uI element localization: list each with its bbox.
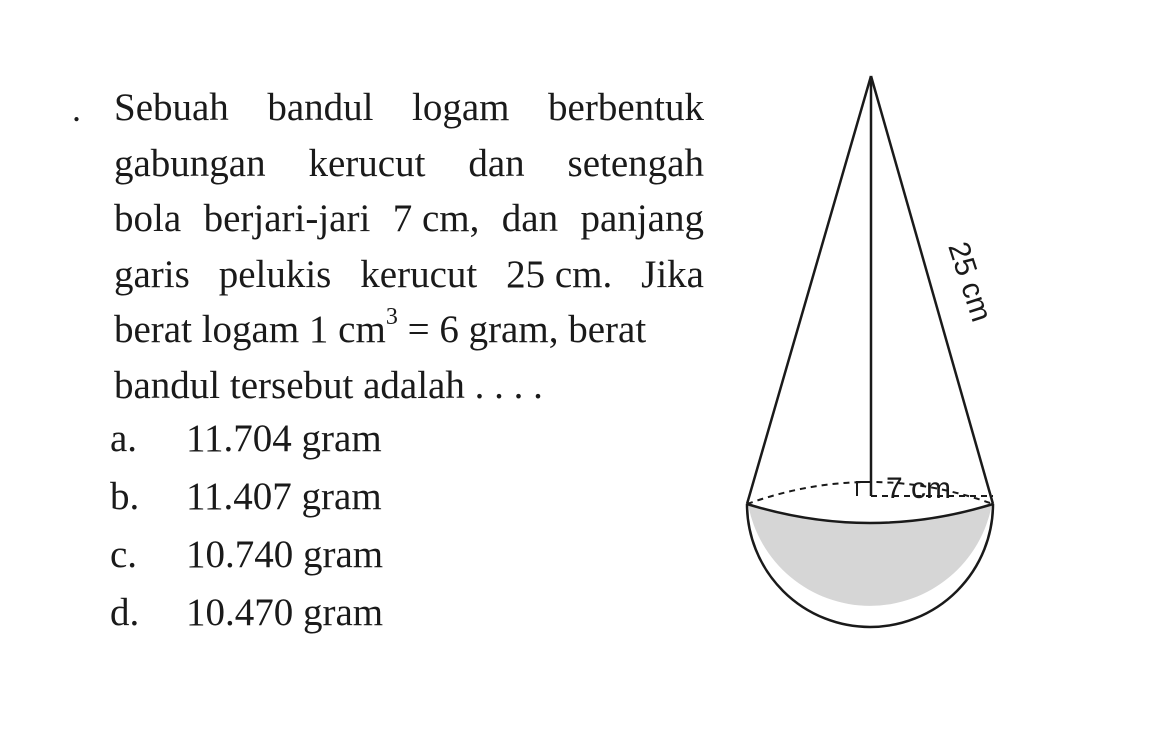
word: 7 cm, (392, 197, 480, 240)
option-letter: c. (110, 533, 138, 576)
cone-slant-left (747, 76, 871, 504)
option-text: 10.740 gram (186, 533, 384, 576)
superscript-exponent: 3 (385, 304, 398, 330)
cone-hemisphere-diagram (730, 60, 1030, 650)
question-bullet: . (72, 89, 81, 129)
line-text (114, 302, 646, 358)
answer-options (110, 410, 383, 642)
right-angle-marker (857, 482, 871, 496)
question-line-4 (114, 247, 704, 303)
word: dan (468, 141, 525, 185)
word: gabungan (114, 141, 266, 185)
word: garis (114, 252, 190, 296)
option-text: 11.704 gram (186, 417, 382, 460)
word: logam (412, 86, 510, 129)
word: bola (114, 197, 182, 240)
question-line-1 (114, 80, 704, 136)
option-b[interactable] (110, 468, 383, 526)
hemisphere-shading (748, 504, 992, 606)
option-a[interactable] (110, 410, 383, 468)
word: dan (501, 197, 559, 240)
option-c[interactable] (110, 526, 383, 584)
line-text-part: berat logam 1 cm (114, 308, 386, 351)
word: setengah (567, 141, 704, 185)
word: kerucut (360, 252, 478, 296)
word: berjari-jari (203, 197, 371, 240)
word: pelukis (218, 252, 332, 296)
word: berbentuk (548, 86, 704, 129)
question-line-2 (114, 136, 704, 192)
option-letter: d. (110, 591, 140, 634)
question-line-6 (114, 358, 704, 414)
pendulum-figure (730, 60, 1030, 655)
radius-label: 7 cm (886, 472, 952, 505)
line-text: bandul tersebut adalah . . . . (114, 363, 543, 407)
question-text (114, 80, 704, 413)
option-letter: a. (110, 417, 138, 460)
word: kerucut (308, 141, 426, 185)
word: Sebuah (114, 86, 229, 129)
word: panjang (580, 197, 704, 240)
question-line-5 (114, 302, 704, 358)
word: Jika (641, 252, 704, 296)
word: 25 cm. (506, 252, 613, 296)
option-letter: b. (110, 475, 140, 518)
option-d[interactable] (110, 584, 383, 642)
slant-height-label: 25 cm (941, 237, 998, 326)
word: bandul (267, 86, 374, 129)
question-line-3 (114, 191, 704, 247)
line-text-part: = 6 gram, berat (397, 308, 647, 351)
option-text: 11.407 gram (186, 475, 382, 518)
option-text: 10.470 gram (186, 591, 384, 634)
